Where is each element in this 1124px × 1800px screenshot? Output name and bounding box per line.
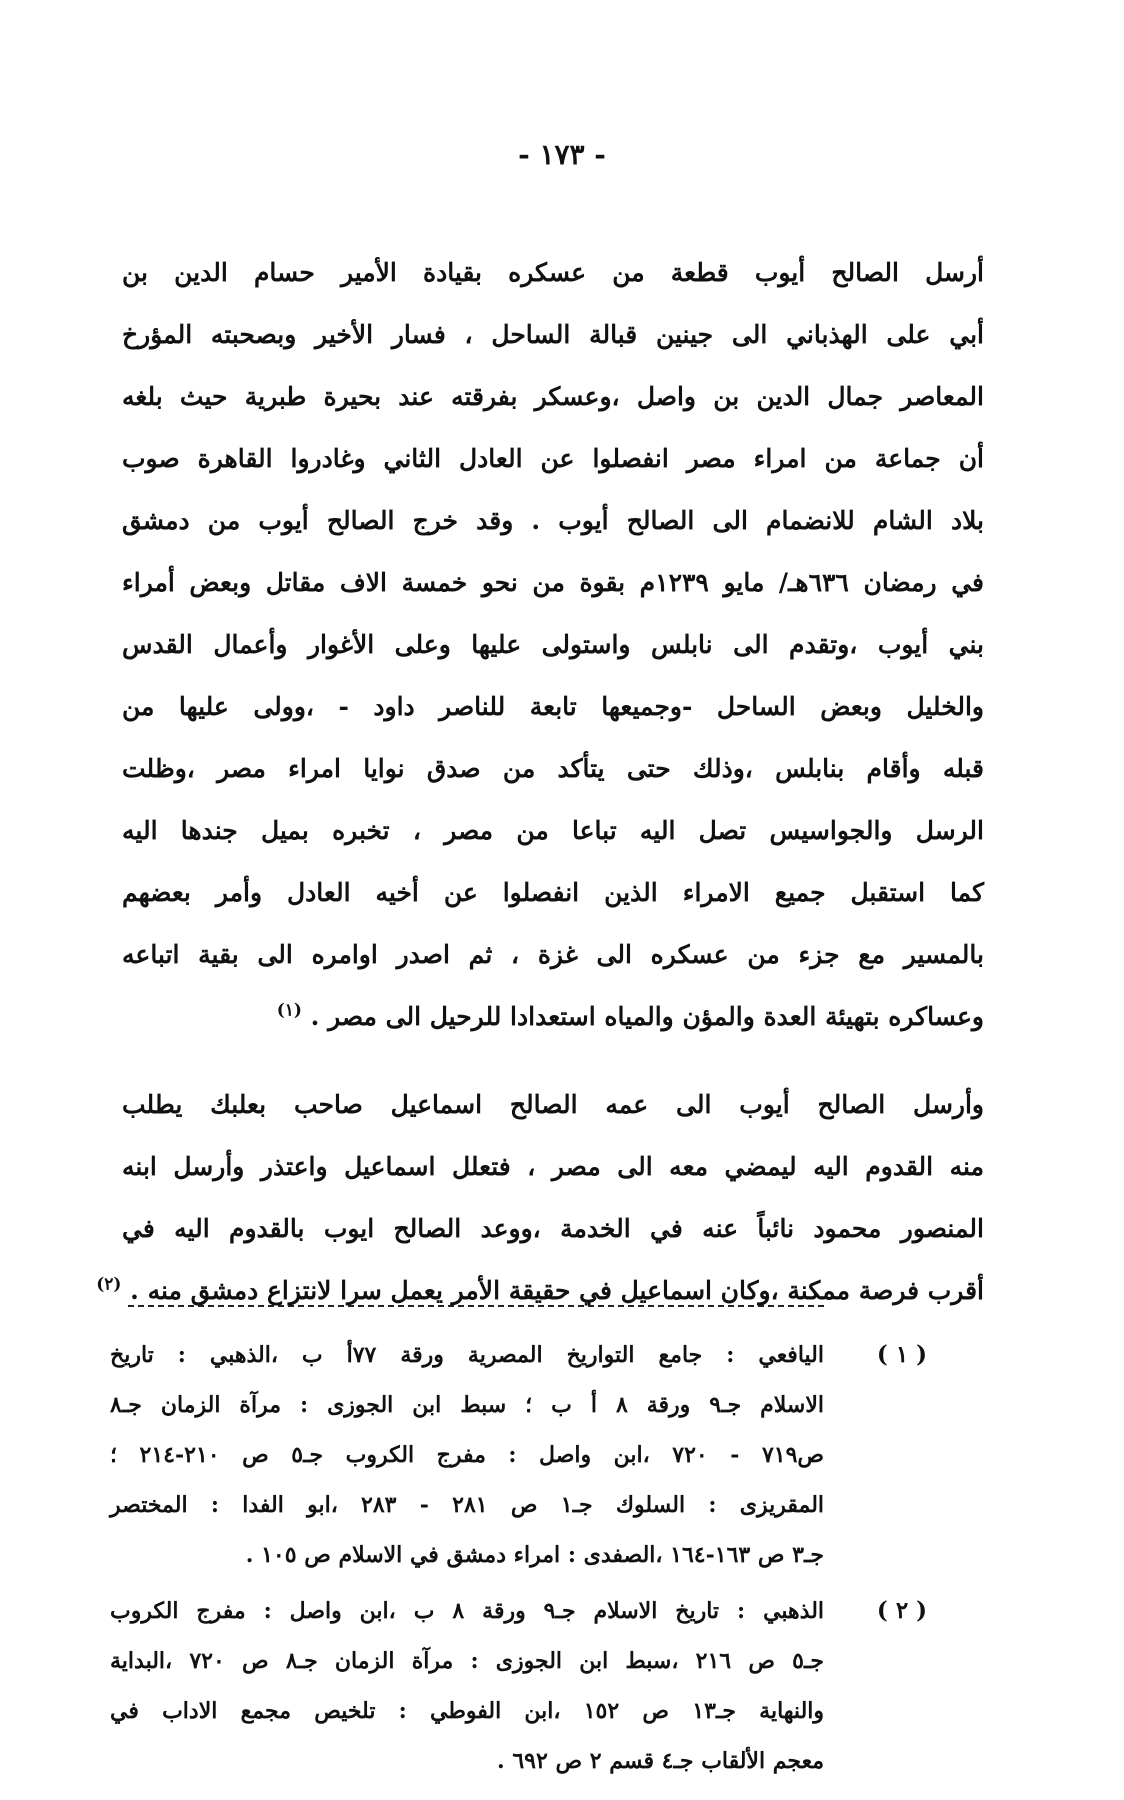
text-line: بالمسير مع جزء من عسكره الى غزة ، ثم اصدر اوامره الى بقية اتباعه [122,940,984,969]
text-line: كما استقبل جميع الامراء الذين انفصلوا عن أخيه العادل وأمر بعضهم [122,878,984,907]
paragraph-1 [122,242,984,1048]
text-line [122,986,984,1048]
text-line: بني أيوب ،وتقدم الى نابلس واستولى عليها وعلى الأغوار وأعمال القدس [122,630,984,659]
text-line: أن جماعة من امراء مصر انفصلوا عن العادل الثاني وغادروا القاهرة صوب [122,444,984,473]
footnote-separator [128,1305,824,1307]
footnote-line: الاسلام جـ٩ ورقة ٨ أ ب ؛ سبط ابن الجوزى : مرآة الزمان جـ٨ [110,1392,824,1418]
paragraph-2 [96,1074,984,1322]
footnote-line: الذهبي : تاريخ الاسلام جـ٩ ورقة ٨ ب ،ابن واصل : مفرج الكروب [110,1598,825,1624]
text-line: وأرسل الصالح أيوب الى عمه الصالح اسماعيل صاحب بعلبك يطلب [122,1090,984,1119]
text-line: أرسل الصالح أيوب قطعة من عسكره بقيادة الأمير حسام الدين بن [122,258,984,287]
text-line: أبي على الهذباني الى جينين قبالة الساحل ، فسار الأخير وبصحبته المؤرخ [122,320,984,349]
footnotes [110,1330,952,1792]
text-line: منه القدوم اليه ليمضي معه الى مصر ، فتعلل اسماعيل واعتذر وأرسل ابنه [122,1152,984,1181]
footnote-line: جـ٣ ص ١٦٣-١٦٤ ،الصفدى : امراء دمشق في الاسلام ص ١٠٥ . [245,1542,824,1568]
text-line: المعاصر جمال الدين بن واصل ،وعسكر بفرقته عند بحيرة طبرية حيث بلغه [122,382,984,411]
footnote-line: معجم الألقاب جـ٤ قسم ٢ ص ٦٩٢ . [497,1748,824,1774]
text-line: بلاد الشام للانضمام الى الصالح أيوب . وقد خرج الصالح أيوب من دمشق [122,506,984,535]
text-line: والخليل وبعض الساحل -وجميعها تابعة للناصر داود - ،وولى عليها من [122,692,984,721]
footnote-reference-2: (٢) [96,1274,122,1295]
footnote-line: ص٧١٩ - ٧٢٠ ،ابن واصل : مفرج الكروب جـ٥ ص ٢١٠-٢١٤ ؛ [110,1442,825,1468]
text-line: قبله وأقام بنابلس ،وذلك حتى يتأكد من صدق نوايا امراء مصر ،وظلت [122,754,984,783]
text-line-content: وعساكره بتهيئة العدة والمؤن والمياه استعدادا للرحيل الى مصر . [310,1002,984,1031]
footnote-line: المقريزى : السلوك جـ١ ص ٢٨١ - ٢٨٣ ،ابو الفدا : المختصر [110,1492,825,1518]
footnote-number: ( ١ ) [876,1341,928,1368]
footnote-line: جـ٥ ص ٢١٦ ،سبط ابن الجوزى : مرآة الزمان جـ٨ ص ٧٢٠ ،البداية [110,1648,825,1674]
footnote-1 [110,1330,952,1580]
main-text [96,242,984,1322]
footnote-line: اليافعي : جامع التواريخ المصرية ورقة ٧٧أ ب ،الذهبي : تاريخ [110,1342,824,1368]
page-number: - ١٧٣ - [518,138,606,171]
footnote-number: ( ٢ ) [876,1597,928,1624]
text-line: المنصور محمود نائباً عنه في الخدمة ،ووعد الصالح ايوب بالقدوم اليه في [122,1214,984,1243]
footnote-2 [110,1586,952,1786]
text-line [96,1260,984,1322]
footnote-reference-1: (١) [276,1000,302,1021]
text-line-content: أقرب فرصة ممكنة ،وكان اسماعيل في حقيقة الأمر يعمل سرا لانتزاع دمشق منه . [130,1276,984,1305]
footnote-line: والنهاية جـ١٣ ص ١٥٢ ،ابن الفوطي : تلخيص مجمع الاداب في [110,1698,825,1724]
text-line: في رمضان ٦٣٦هـ/ مايو ١٢٣٩م بقوة من نحو خمسة الاف مقاتل وبعض أمراء [122,568,984,597]
text-line: الرسل والجواسيس تصل اليه تباعا من مصر ، تخبره بميل جندها اليه [122,816,984,845]
